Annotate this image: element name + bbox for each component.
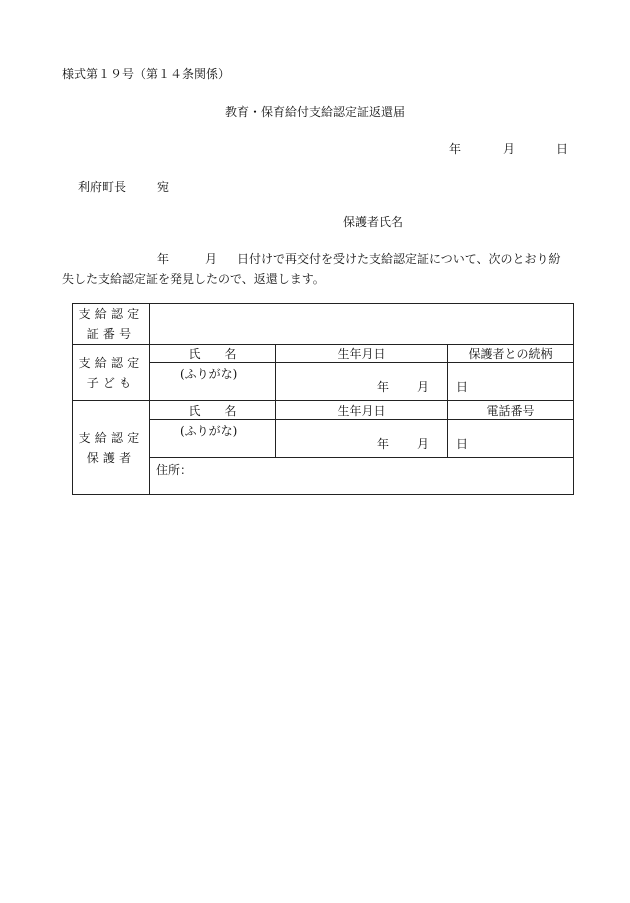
guardian-address-field[interactable] bbox=[150, 458, 574, 495]
body-year: 年 bbox=[157, 252, 170, 266]
guardian-name-label: 保護者氏名 bbox=[343, 215, 404, 229]
guardian-address-label: 住所： bbox=[156, 463, 193, 477]
child-birth-month: 月 bbox=[417, 380, 430, 394]
child-name-header: 氏 名 bbox=[150, 345, 276, 363]
child-birth-year: 年 bbox=[377, 380, 390, 394]
cert-number-line1: 支給認定 bbox=[78, 307, 144, 321]
date-year-label: 年 bbox=[449, 142, 462, 156]
guardian-birth-month: 月 bbox=[417, 437, 430, 451]
guardian-birth-day: 日 bbox=[456, 437, 469, 451]
addressee-name: 利府町長 bbox=[78, 180, 127, 194]
guardian-birth-header: 生年月日 bbox=[276, 401, 448, 420]
child-header-line1: 支給認定 bbox=[78, 355, 144, 370]
cert-number-header bbox=[73, 304, 150, 345]
guardian-birth-field[interactable] bbox=[276, 420, 469, 458]
date-day-label: 日 bbox=[556, 142, 569, 156]
child-furigana-label: (ふりがな) bbox=[180, 367, 238, 381]
addressee-suffix: 宛 bbox=[157, 180, 170, 194]
cert-number-field[interactable] bbox=[150, 304, 574, 345]
cert-number-line2: 証番号 bbox=[86, 327, 136, 341]
document-title: 教育・保育給付支給認定証返還届 bbox=[224, 105, 405, 119]
guardian-phone-header: 電話番号 bbox=[448, 401, 574, 420]
guardian-birth-year: 年 bbox=[377, 437, 390, 451]
child-header bbox=[73, 345, 150, 401]
child-birth-field[interactable] bbox=[276, 363, 469, 401]
guardian-name-header: 氏 名 bbox=[150, 401, 276, 420]
form-number: 様式第１９号（第１４条関係） bbox=[62, 67, 231, 81]
guardian-header-line1: 支給認定 bbox=[78, 430, 144, 445]
return-form-table bbox=[72, 303, 574, 495]
guardian-furigana-label: (ふりがな) bbox=[180, 424, 238, 438]
guardian-header-line2: 保護者 bbox=[86, 450, 136, 465]
guardian-name-field[interactable] bbox=[150, 420, 276, 458]
child-birth-day: 日 bbox=[456, 380, 469, 394]
body-month: 月 bbox=[205, 252, 218, 266]
child-name-field[interactable] bbox=[150, 363, 276, 401]
date-month-label: 月 bbox=[503, 142, 516, 156]
child-birth-header: 生年月日 bbox=[276, 345, 448, 363]
body-text: 日付けで再交付を受けた支給認定証について、次のとおり紛失した支給認定証を発見したので、返還します。 bbox=[62, 252, 561, 286]
body-paragraph bbox=[62, 249, 572, 289]
guardian-header bbox=[73, 401, 150, 495]
child-relation-header: 保護者との続柄 bbox=[448, 345, 574, 363]
child-header-line2: 子ども bbox=[86, 375, 136, 390]
